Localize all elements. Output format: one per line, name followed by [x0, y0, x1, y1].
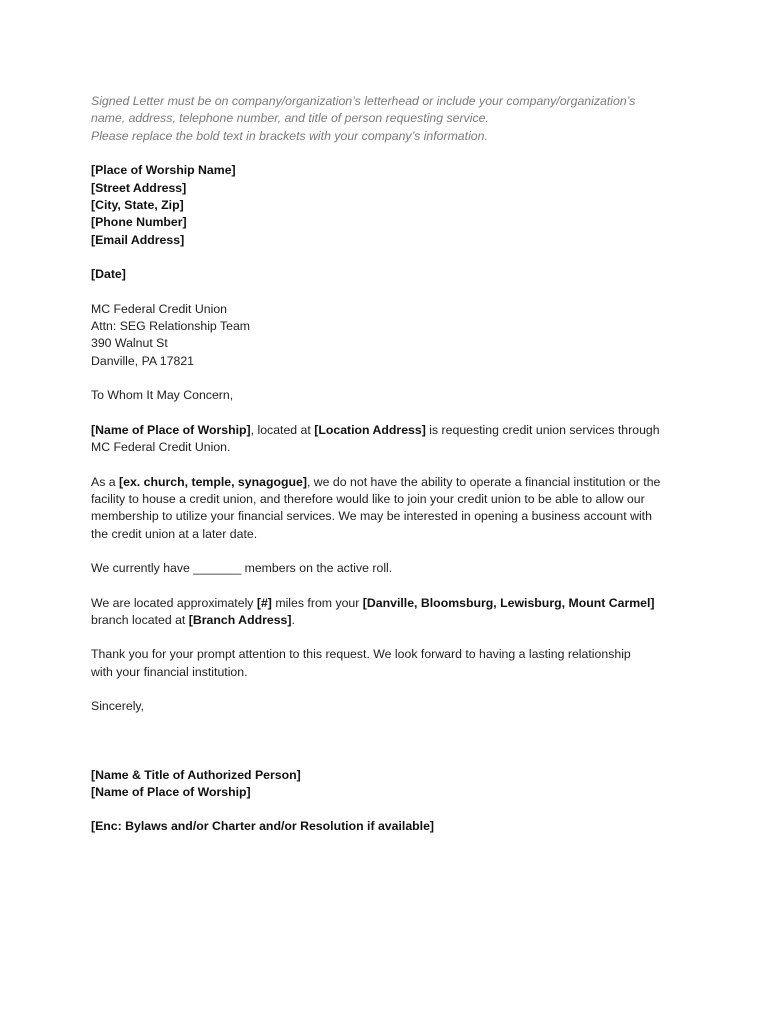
- placeholder-branch-address: [Branch Address]: [188, 612, 292, 627]
- signer-organization: [Name of Place of Worship]: [91, 784, 251, 799]
- closing: Sincerely,: [91, 699, 145, 714]
- placeholder-location-address: [Location Address]: [314, 422, 426, 437]
- paragraph-request: [91, 422, 691, 457]
- recipient-address: [91, 301, 691, 371]
- paragraph-reason: [91, 474, 691, 544]
- text-run: , located at: [250, 422, 315, 437]
- recipient-name: MC Federal Credit Union: [91, 301, 227, 316]
- signature-block: [91, 767, 691, 802]
- placeholder-miles: [#]: [256, 595, 272, 610]
- text-run: We are located approximately: [91, 595, 257, 610]
- sender-phone: [Phone Number]: [91, 215, 187, 230]
- placeholder-branch-options: [Danville, Bloomsburg, Lewisburg, Mount Carmel]: [362, 595, 655, 610]
- paragraph-thanks: [91, 646, 691, 681]
- letter-date: [Date]: [91, 267, 126, 282]
- sender-name: [Place of Worship Name]: [91, 163, 236, 178]
- placeholder-worship-name: [Name of Place of Worship]: [91, 422, 251, 437]
- text-run: with your financial institution.: [91, 664, 248, 679]
- text-run: Thank you for your prompt attention to this request. We look forward to having a lasting relationship: [91, 647, 631, 662]
- enclosure-line: [91, 818, 691, 835]
- recipient-street: 390 Walnut St: [91, 336, 168, 351]
- sender-city: [City, State, Zip]: [91, 198, 184, 213]
- text-run: MC Federal Credit Union.: [91, 440, 231, 455]
- text-run: the credit union at a later date.: [91, 526, 258, 541]
- text-run: branch located at: [91, 612, 189, 627]
- instructions-line: Please replace the bold text in brackets with your company’s information.: [91, 128, 488, 143]
- paragraph-location: [91, 595, 691, 630]
- signature-space: [91, 733, 691, 767]
- text-run: , we do not have the ability to operate a financial institution or the: [306, 474, 661, 489]
- sender-email: [Email Address]: [91, 232, 185, 247]
- paragraph-members: We currently have _______ members on the active roll.: [91, 561, 393, 576]
- placeholder-worship-type: [ex. church, temple, synagogue]: [119, 474, 307, 489]
- recipient-city: Danville, PA 17821: [91, 353, 194, 368]
- instructions-line: name, address, telephone number, and title of person requesting service.: [91, 111, 489, 126]
- sender-street: [Street Address]: [91, 180, 187, 195]
- text-run: facility to house a credit union, and therefore would like to join your credit union to be able to allow our: [91, 491, 645, 506]
- text-run: miles from your: [271, 595, 363, 610]
- salutation: To Whom It May Concern,: [91, 388, 234, 403]
- text-run: As a: [91, 474, 120, 489]
- enclosure-text: [Enc: Bylaws and/or Charter and/or Resolution if available]: [91, 819, 435, 834]
- recipient-attn: Attn: SEG Relationship Team: [91, 319, 251, 334]
- letter-page: [91, 93, 691, 853]
- signer-name-title: [Name & Title of Authorized Person]: [91, 767, 301, 782]
- text-run: membership to utilize your financial services. We may be interested in opening a business account with: [91, 509, 652, 524]
- text-run: .: [291, 612, 295, 627]
- sender-address: [91, 162, 691, 249]
- instructions-note: [91, 93, 691, 145]
- instructions-line: Signed Letter must be on company/organization’s letterhead or include your company/organization’s: [91, 94, 636, 108]
- date-block: [91, 266, 691, 283]
- text-run: is requesting credit union services through: [425, 422, 660, 437]
